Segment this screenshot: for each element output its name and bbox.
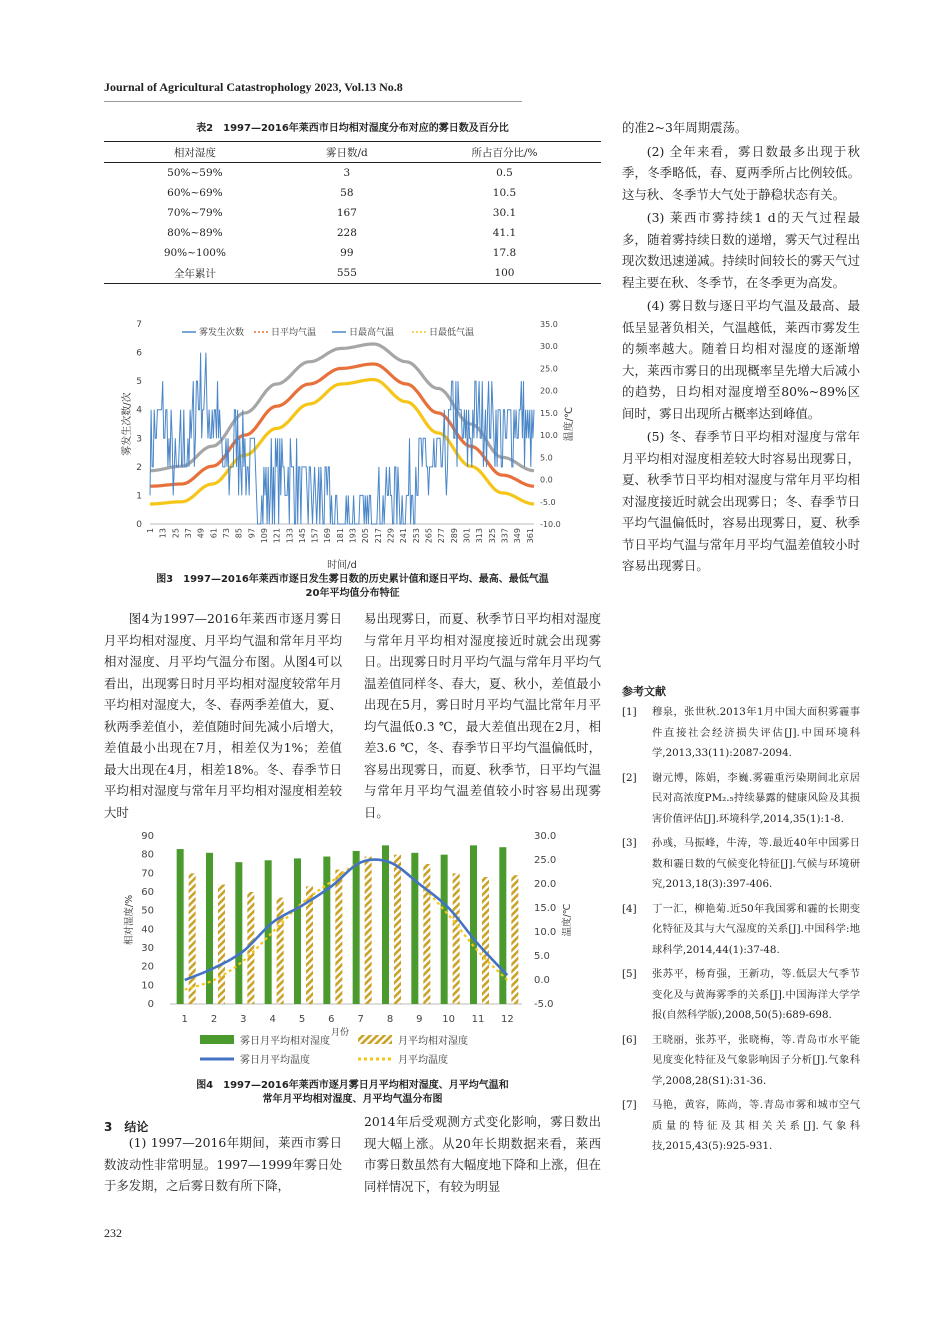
y-left-tick-label: 7 xyxy=(136,320,142,330)
x-tick-label: 325 xyxy=(487,528,497,544)
bar-fog-humidity xyxy=(470,845,477,1004)
legend-label: 日平均气温 xyxy=(271,328,317,338)
paragraph: (1) 1997—2016年期间，莱西市雾日数波动性非常明显。1997—1999年雾日处于多发期，之后雾日数有所下降， xyxy=(104,1135,342,1193)
x-tick-label: 265 xyxy=(424,528,434,544)
y-right-tick-label: -5.0 xyxy=(540,497,556,507)
reference-number: [4] xyxy=(622,902,637,915)
table-cell: 0.5 xyxy=(496,167,513,179)
legend-swatch xyxy=(200,1035,234,1044)
legend-swatch xyxy=(358,1035,392,1044)
x-tick-label: 9 xyxy=(416,1014,423,1025)
y-right-axis-title: 温度/℃ xyxy=(562,903,573,937)
reference-item xyxy=(622,899,860,961)
x-tick-label: 193 xyxy=(348,528,358,544)
x-tick-label: 8 xyxy=(386,1014,394,1025)
section-heading: 3 结论 xyxy=(104,1120,149,1134)
y-right-axis-title: 温度/℃ xyxy=(564,406,575,442)
table-cell: 228 xyxy=(336,227,357,239)
bar-fog-humidity xyxy=(441,855,448,1004)
bar-fog-humidity xyxy=(265,860,272,1004)
table-cell: 70%~79% xyxy=(167,207,223,219)
x-tick-label: 3 xyxy=(240,1014,247,1025)
y-right-tick-label: 20.0 xyxy=(534,879,557,890)
y-left-axis-title: 相对湿度/% xyxy=(124,894,135,946)
paragraph: 易出现雾日，而夏、秋季节日平均相对湿度与常年月平均相对湿度接近时就会出现雾日。出现雾日时月平均气温与常年月平均气温差值同样冬、春大，夏、秋小，差值最小出现在5月，雾日时月平均气温比常年月平均气温低0.3 ℃，最大差值出现在2月，相差3.6 ℃，冬、春季节日平均气温偏低时，容易出现雾日，而夏、秋季节，日平均气温与常年月平均气温差值较小时容易出现雾日。 xyxy=(364,611,601,820)
table-header-cell: 雾日数/d xyxy=(325,146,368,159)
bar-fog-humidity xyxy=(235,862,242,1004)
table-cell: 555 xyxy=(336,267,357,279)
y-left-axis-title: 雾发生次数/次 xyxy=(122,392,133,456)
conclusion-left xyxy=(104,1132,342,1197)
table-row xyxy=(104,243,601,263)
reference-number: [5] xyxy=(622,968,637,980)
x-tick-label: 37 xyxy=(183,528,193,539)
x-tick-label: 1 xyxy=(181,1014,188,1025)
right-column-text xyxy=(622,117,860,577)
running-header: Journal of Agricultural Catastrophology 2023, Vol.13 No.8 xyxy=(104,80,403,94)
figure3-caption xyxy=(104,573,601,601)
reference-text: 丁一汇，柳艳菊.近50年我国雾和霾的长期变化特征及其与大气湿度的关系[J].中国科学:地球科学,2014,44(1):37-48. xyxy=(652,902,860,956)
y-left-tick-label: 0 xyxy=(136,520,142,530)
y-left-tick-label: 50 xyxy=(141,905,154,917)
y-left-tick-label: 5 xyxy=(136,377,142,388)
y-left-tick-label: 60 xyxy=(141,887,154,898)
reference-item xyxy=(622,1030,860,1092)
figure4-chart xyxy=(104,826,601,1076)
y-left-tick-label: 10 xyxy=(141,980,154,992)
reference-number: [1] xyxy=(622,706,637,718)
table-cell: 99 xyxy=(340,247,354,259)
x-tick-label: 121 xyxy=(272,528,282,544)
y-right-tick-label: 10.0 xyxy=(540,431,558,441)
y-left-tick-label: 1 xyxy=(136,491,142,502)
table-cell: 3 xyxy=(343,167,351,179)
y-right-tick-label: 25.0 xyxy=(534,855,557,866)
x-tick-label: 1 xyxy=(146,528,155,534)
bar-normal-humidity xyxy=(218,885,225,1004)
y-right-tick-label: 5.0 xyxy=(540,453,553,463)
table-header-cell: 所占百分比/% xyxy=(471,146,538,159)
figure3-chart xyxy=(104,310,601,572)
table-header-row xyxy=(104,142,601,163)
reference-text: 穆泉，张世秋.2013年1月中国大面积雾霾事件直接社会经济损失评估[J].中国环境科学,2013,33(11):2087-2094. xyxy=(652,706,860,759)
legend-label: 月平均相对湿度 xyxy=(398,1036,468,1047)
y-right-tick-label: 30.0 xyxy=(540,342,558,352)
bar-fog-humidity xyxy=(411,853,418,1004)
table-cell: 60%~69% xyxy=(167,187,223,199)
table-cell: 50%~59% xyxy=(167,167,223,179)
bar-normal-humidity xyxy=(335,870,342,1004)
table-row xyxy=(104,263,601,284)
y-right-tick-label: -5.0 xyxy=(534,999,554,1010)
x-tick-label: 61 xyxy=(209,528,219,539)
fog-humidity-table xyxy=(104,141,601,284)
references-title: 参考文献 xyxy=(622,685,666,698)
x-tick-label: 313 xyxy=(475,528,485,544)
x-tick-label: 133 xyxy=(285,528,295,544)
x-tick-label: 229 xyxy=(386,528,396,544)
bar-normal-humidity xyxy=(365,857,372,1004)
table-wrapper xyxy=(104,141,601,284)
table-cell: 90%~100% xyxy=(163,247,226,259)
y-right-tick-label: 10.0 xyxy=(534,927,557,938)
y-left-tick-label: 90 xyxy=(141,831,154,842)
reference-item xyxy=(622,768,860,830)
x-tick-label: 337 xyxy=(500,528,510,544)
page-number: 232 xyxy=(104,1226,122,1240)
reference-text: 谢元博，陈娟，李巍.雾霾重污染期间北京居民对高浓度PM₂.₅持续暴露的健康风险及其损害价值评估[J].环境科学,2014,35(1):1-8. xyxy=(652,771,860,825)
table-cell: 167 xyxy=(336,207,357,219)
y-right-tick-label: 30.0 xyxy=(534,831,557,842)
table-row xyxy=(104,163,601,184)
reference-number: [6] xyxy=(622,1033,637,1046)
x-tick-label: 97 xyxy=(247,528,257,539)
conclusion-right xyxy=(364,1111,601,1197)
bar-normal-humidity xyxy=(511,875,518,1004)
y-right-tick-label: 25.0 xyxy=(540,364,558,374)
x-tick-label: 4 xyxy=(269,1014,276,1025)
bar-fog-humidity xyxy=(499,847,506,1004)
x-tick-label: 157 xyxy=(310,528,320,544)
legend-label: 月平均温度 xyxy=(398,1055,448,1066)
y-left-tick-label: 30 xyxy=(141,943,154,954)
header-rule xyxy=(104,101,522,102)
legend-label: 日最低气温 xyxy=(429,328,475,338)
y-right-tick-label: -10.0 xyxy=(540,520,561,529)
x-tick-label: 145 xyxy=(297,528,307,544)
x-tick-label: 85 xyxy=(234,528,244,539)
y-right-tick-label: 15.0 xyxy=(540,408,558,418)
y-right-tick-label: 0.0 xyxy=(540,475,553,485)
figure3-caption-line2: 20年平均值分布特征 xyxy=(305,588,400,599)
bar-fog-humidity xyxy=(177,849,184,1004)
legend-label: 雾日月平均相对湿度 xyxy=(240,1036,330,1047)
paragraph: 2014年后受观测方式变化影响，雾日数出现大幅上涨。从20年长期数据来看，莱西市雾日数虽然有大幅度地下降和上涨，但在同样情况下，有较为明显 xyxy=(364,1114,601,1194)
x-tick-label: 301 xyxy=(462,528,472,544)
table-cell: 41.1 xyxy=(492,227,517,239)
x-tick-label: 205 xyxy=(361,528,371,544)
bar-normal-humidity xyxy=(453,873,460,1004)
x-tick-label: 25 xyxy=(171,528,181,539)
bar-normal-humidity xyxy=(306,886,313,1004)
table-caption: 表2 1997—2016年莱西市日均相对湿度分布对应的雾日数及百分比 xyxy=(196,123,509,134)
y-right-tick-label: 0.0 xyxy=(534,975,550,986)
x-tick-label: 5 xyxy=(298,1014,306,1025)
bar-normal-humidity xyxy=(394,855,401,1004)
figure4-caption-line1: 图4 1997—2016年莱西市逐月雾日月平均相对湿度、月平均气温和 xyxy=(196,1080,509,1091)
x-tick-label: 349 xyxy=(513,528,523,544)
paragraph: 的准2~3年周期震荡。 xyxy=(622,120,748,135)
fig4-discussion-cont xyxy=(364,608,601,823)
y-left-tick-label: 20 xyxy=(141,961,154,973)
x-tick-label: 6 xyxy=(328,1014,335,1025)
bar-fog-humidity xyxy=(323,857,330,1004)
y-left-tick-label: 6 xyxy=(136,348,142,359)
paragraph: 图4为1997—2016年莱西市逐月雾日月平均相对湿度、月平均气温和常年月平均相对湿度、月平均气温分布图。从图4可以看出，出现雾日时月平均相对湿度较常年月平均相对湿度大，冬、春两季差值大，夏、秋两季差值小，差值随时间先减小后增大，差值最小出现在7月，相差仅为1%；差值最大出现在4月，相差18%。冬、春季节日平均相对湿度与常年月平均相对湿度相差较大时 xyxy=(104,611,342,820)
references-list xyxy=(622,702,860,1157)
y-right-tick-label: 15.0 xyxy=(534,903,557,914)
y-left-tick-label: 2 xyxy=(136,462,142,473)
table-cell: 30.1 xyxy=(492,207,517,219)
y-left-tick-label: 70 xyxy=(141,868,154,880)
y-right-tick-label: 5.0 xyxy=(534,951,550,962)
legend-label: 雾日月平均温度 xyxy=(240,1055,310,1066)
y-left-tick-label: 80 xyxy=(141,849,154,861)
paragraph: (3) 莱西市雾持续1 d的天气过程最多，随着雾持续日数的递增，雾天气过程出现次数迅速递减。持续时间较长的雾天气过程主要在秋、冬季节，在冬季更为高发。 xyxy=(622,210,860,290)
x-axis-title: 月份 xyxy=(330,1028,350,1038)
table-cell: 10.5 xyxy=(492,187,517,199)
table-cell: 80%~89% xyxy=(167,227,223,239)
table-row xyxy=(104,203,601,223)
y-left-tick-label: 0 xyxy=(147,999,154,1010)
figure3-caption-line1: 图3 1997—2016年莱西市逐日发生雾日数的历史累计值和逐日平均、最高、最低气温 xyxy=(156,574,549,585)
bar-normal-humidity xyxy=(423,864,430,1004)
reference-text: 王晓丽，张苏平，张晓梅，等.青岛市水平能见度变化特征及气象影响因子分析[J].气象科学,2008,28(S1):31-36. xyxy=(652,1033,860,1087)
fig4-discussion xyxy=(104,608,342,823)
bar-fog-humidity xyxy=(353,851,360,1004)
figure4-caption-line2: 常年月平均相对湿度、月平均气温分布图 xyxy=(262,1094,443,1105)
x-tick-label: 217 xyxy=(373,528,383,544)
x-tick-label: 253 xyxy=(411,528,421,544)
x-tick-label: 361 xyxy=(525,528,535,544)
bar-fog-humidity xyxy=(382,845,389,1004)
x-tick-label: 181 xyxy=(335,528,345,544)
y-right-tick-label: 35.0 xyxy=(540,320,558,329)
table-cell: 全年累计 xyxy=(173,267,216,280)
x-tick-label: 10 xyxy=(442,1014,456,1025)
reference-item xyxy=(622,1095,860,1157)
y-left-tick-label: 3 xyxy=(136,434,142,445)
table-header-cell: 相对湿度 xyxy=(173,146,216,159)
x-tick-label: 11 xyxy=(471,1014,485,1025)
x-axis-title: 时间/d xyxy=(327,560,357,571)
paragraph: (5) 冬、春季节日平均相对湿度与常年月平均相对湿度相差较大时容易出现雾日，夏、秋季节日平均相对湿度与常年月平均相对湿度接近时就会出现雾日；冬、春季节日平均气温偏低时，容易出现雾日，夏、秋季节日平均气温与常年月平均气温差值较小时容易出现雾日。 xyxy=(622,429,860,573)
bar-normal-humidity xyxy=(482,877,489,1004)
paragraph: (2) 全年来看，雾日数最多出现于秋季，冬季略低，春、夏两季所占比例较低。这与秋、冬季节大气处于静稳状态有关。 xyxy=(622,143,860,202)
y-right-tick-label: 20.0 xyxy=(540,386,558,396)
reference-number: [2] xyxy=(622,771,637,784)
reference-text: 孙彧，马振峰，牛涛，等.最近40年中国雾日数和霾日数的气候变化特征[J].气候与环境研究,2013,18(3):397-406. xyxy=(652,837,860,890)
x-tick-label: 49 xyxy=(196,528,206,539)
paragraph: (4) 雾日数与逐日平均气温及最高、最低呈显著负相关，气温越低，莱西市雾发生的频率越大。随着日均相对湿度的逐渐增大，莱西市雾日的出现概率呈先增大后减小的趋势，日均相对湿度增至80%~89%区间时，雾日出现所占概率达到峰值。 xyxy=(622,298,860,421)
legend-label: 雾发生次数 xyxy=(199,328,245,338)
bar-normal-humidity xyxy=(277,898,284,1004)
bar-normal-humidity xyxy=(189,873,196,1004)
x-tick-label: 7 xyxy=(357,1014,364,1025)
reference-text: 张苏平，杨育强，王新功，等.低层大气季节变化及与黄海雾季的关系[J].中国海洋大学学报(自然科学版),2008,50(5):689-698. xyxy=(652,968,860,1021)
y-left-tick-label: 40 xyxy=(141,924,154,936)
bar-fog-humidity xyxy=(294,858,301,1004)
reference-text: 马艳，黄容，陈尚，等.青岛市雾和城市空气质量的特征及其相关关系[J].气象科技,2015,43(5):925-931. xyxy=(652,1099,860,1152)
x-tick-label: 277 xyxy=(437,528,447,544)
x-tick-label: 12 xyxy=(500,1014,514,1025)
x-tick-label: 169 xyxy=(323,528,333,544)
table-cell: 100 xyxy=(494,267,515,279)
reference-item xyxy=(622,702,860,764)
reference-number: [7] xyxy=(622,1099,637,1111)
x-tick-label: 289 xyxy=(449,528,459,544)
x-tick-label: 13 xyxy=(158,528,168,539)
x-tick-label: 73 xyxy=(221,528,231,539)
x-tick-label: 241 xyxy=(399,528,409,544)
reference-item xyxy=(622,833,860,895)
figure4-caption xyxy=(104,1079,601,1107)
x-tick-label: 2 xyxy=(210,1014,218,1025)
x-tick-label: 109 xyxy=(259,528,269,544)
reference-number: [3] xyxy=(622,837,637,849)
table-cell: 58 xyxy=(340,187,354,199)
y-left-tick-label: 4 xyxy=(136,405,142,416)
series-line-雾发生次数 xyxy=(150,353,534,524)
table-cell: 17.8 xyxy=(492,247,517,259)
legend-label: 日最高气温 xyxy=(349,328,395,338)
table-row xyxy=(104,223,601,243)
table-row xyxy=(104,183,601,203)
reference-item xyxy=(622,964,860,1026)
